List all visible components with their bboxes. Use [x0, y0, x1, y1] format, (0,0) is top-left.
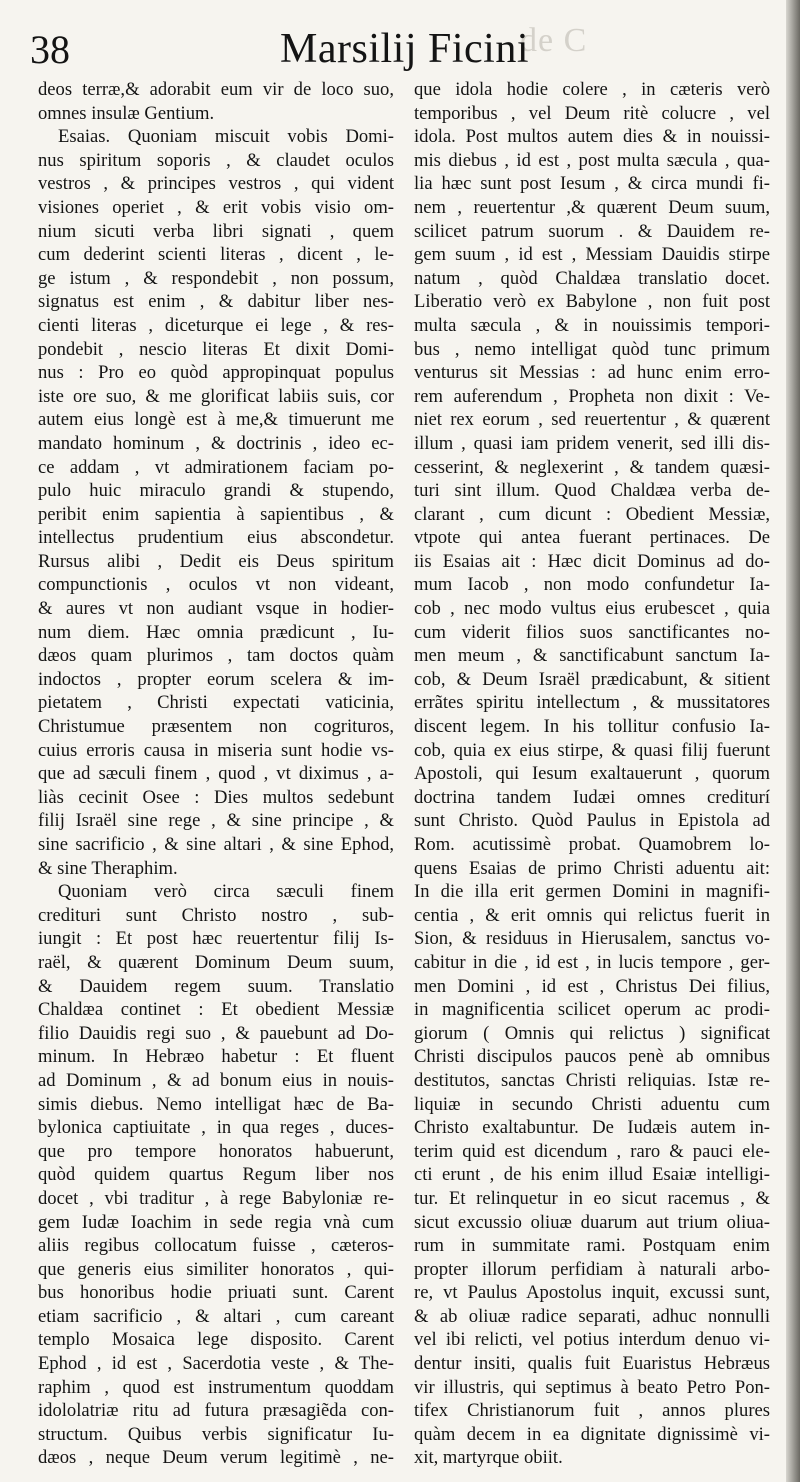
text-line: men meum , & sanctificabunt sanctum Ia- — [414, 645, 770, 667]
text-line: templo Mosaica lege disposito. Carent — [38, 1329, 394, 1351]
text-line: errãtes spiritu intellectum , & mussitatores — [414, 692, 770, 714]
text-line: dæos , neque Deum verum legitimè , ne- — [38, 1447, 394, 1469]
text-line: venturus sit Messias : ad hunc enim erro- — [414, 362, 770, 384]
text-line: sicut excussio oliuæ duarum aut trium oliua- — [414, 1211, 770, 1233]
text-line: rem auferendum , Propheta non dixit : Ve- — [414, 385, 770, 407]
text-line: gem suum , id est , Messiam Dauidis stirpe — [414, 244, 770, 266]
text-line: Esaias. Quoniam miscuit vobis Domi- — [58, 126, 394, 148]
text-line: tur. Et relinquetur in eo sicut racemus , & — [414, 1187, 770, 1209]
text-line: iungit : Et post hæc reuertentur filij Is- — [38, 928, 394, 950]
text-line: Christumue præsentem non cogrituros, — [38, 716, 394, 738]
text-line: iis Esaias ait : Hæc dicit Dominus ad do- — [414, 550, 770, 572]
text-line: Christi discipulos paucos penè ab omnibus — [414, 1046, 770, 1068]
text-line: vel ibi relicti, vel potius interdum denuo vi- — [414, 1329, 770, 1351]
text-line: intellectus prudentium eius abscondetur. — [38, 527, 394, 549]
text-line: liquiæ in secundo Christi aduentu cum — [414, 1093, 770, 1115]
text-line: cti erunt , de his enim illud Esaiæ intelligi- — [414, 1164, 770, 1186]
page-header — [30, 24, 780, 76]
text-line: simis diebus. Nemo intelligat hæc de Ba- — [38, 1093, 394, 1115]
right-column — [414, 78, 770, 1470]
text-line: mandato hominum , & doctrinis , ideo ec- — [38, 432, 394, 454]
left-column — [38, 78, 394, 1470]
text-line: multa sæcula , & in nouissimis tempori- — [414, 314, 770, 336]
bleed-through-text: de C — [520, 22, 588, 59]
text-line: signatus est enim , & dabitur liber nes- — [38, 291, 394, 313]
text-line: mis diebus , id est , post multa sæcula , qua- — [414, 149, 770, 171]
text-line: quens Esaias de primo Christi aduentu ait: — [414, 857, 770, 879]
text-line: cob, quia ex eius stirpe, & quasi filij fuerunt — [414, 739, 770, 761]
text-line: & aures vt non audiant vsque in hodier- — [38, 598, 394, 620]
text-line: bylonica captiuitate , in qua reges , duces- — [38, 1117, 394, 1139]
text-line: gem Iudæ Ioachim in sede regia vnà cum — [38, 1211, 394, 1233]
text-line: pondebit , nescio literas Et dixit Domi- — [38, 338, 394, 360]
text-line: Sion, & residuus in Hierusalem, sanctus vo- — [414, 928, 770, 950]
text-line: centia , & erit omnis qui relictus fuerit in — [414, 904, 770, 926]
text-line: autem eius longè est à me,& timuerunt me — [38, 409, 394, 431]
page-edge-shadow — [786, 0, 800, 1482]
text-line: xit, martyrque obiit. — [414, 1447, 563, 1469]
text-line: compunctionis , oculos vt non videant, — [38, 574, 394, 596]
text-line: omnes insulæ Gentium. — [38, 102, 215, 124]
text-line: que ad sæculi finem , quod , vt diximus , a- — [38, 763, 394, 785]
running-title: Marsilij Ficini — [280, 26, 529, 72]
text-line: filij Israël sine rege , & sine principe , & — [38, 810, 394, 832]
text-line: cienti literas , diceturque ei lege , & res- — [38, 314, 394, 336]
text-line: credituri sunt Christo nostro , sub- — [38, 904, 394, 926]
text-line: nium sicuti verba libri signati , quem — [38, 220, 394, 242]
text-line: ge istum , & respondebit , non possum, — [38, 267, 394, 289]
text-line: bus honoribus hodie priuati sunt. Carent — [38, 1282, 394, 1304]
text-line: dæos quam plurimos , tam doctos quàm — [38, 645, 394, 667]
text-line: propter illorum perfidiam à naturali arbo- — [414, 1258, 770, 1280]
text-line: Quoniam verò circa sæculi finem — [58, 881, 394, 903]
text-line: turi sint illum. Quod Chaldæa verba de- — [414, 480, 770, 502]
text-line: idololatriæ ritu ad futura præsagiẽda con- — [38, 1400, 394, 1422]
text-line: liàs cecinit Osee : Dies multos sedebunt — [38, 786, 394, 808]
text-line: sine sacrificio , & sine altari , & sine Ephod, — [38, 834, 394, 855]
text-line: peribit enim sapientia à sapientibus , & — [38, 503, 394, 525]
text-line: sunt Christo. Quòd Paulus in Epistola ad — [414, 810, 770, 832]
text-line: mum Iacob , non modo confundetur Ia- — [414, 574, 770, 596]
text-line: indoctos , propter eorum scelera & im- — [38, 668, 394, 690]
text-line: men Domini , id est , Christus Dei filius, — [414, 975, 770, 997]
text-line: destitutos, sanctas Christi reliquias. Istæ re- — [414, 1069, 770, 1091]
text-line: discent legem. In his tollitur confusio Ia- — [414, 716, 770, 738]
text-line: Rursus alibi , Dedit eis Deus spiritum — [38, 550, 394, 572]
text-line: dentur insiti, qualis fuit Euaristus Hebræus — [414, 1353, 770, 1375]
text-line: vir illustris, qui septimus à beato Petro Pon- — [414, 1376, 770, 1398]
text-line: cob, & Deum Israël prædicabunt, & sitient — [414, 668, 770, 690]
text-line: que idola hodie colere , in cæteris verò — [414, 79, 770, 100]
page-number: 38 — [30, 27, 70, 72]
text-line: que pro tempore honoratos habuerunt, — [38, 1140, 394, 1162]
text-line: temporibus , vel Deum ritè colucre , vel — [414, 102, 770, 124]
text-line: tifex Christianorum fuit , annos plures — [414, 1400, 770, 1422]
text-line: cuius erroris causa in miseria sunt hodie vs- — [38, 739, 394, 761]
text-line: Christo exaltabuntur. De Iudæis autem in- — [414, 1117, 770, 1139]
text-line: doctrina tandem Iudæi omnes crediturí — [414, 786, 770, 808]
text-line: rum in summitate rami. Postquam enim — [414, 1235, 770, 1257]
text-line: raël, & quærent Dominum Deum suum, — [38, 951, 394, 973]
text-line: & Dauidem regem suum. Translatio — [38, 975, 394, 997]
text-line: In die illa erit germen Domini in magnifi- — [414, 881, 770, 903]
text-line: vestros , & principes vestros , qui vident — [38, 173, 394, 195]
text-line: iste ore suo, & me glorificat labiis suis, cor — [38, 385, 394, 407]
text-line: pietatem , Christi expectati vaticinia, — [38, 692, 394, 714]
text-line: clarant , cum dicunt : Obedient Messiæ, — [414, 503, 770, 525]
text-line: pulo huic miraculo grandi & stupendo, — [38, 480, 394, 502]
text-line: aliis regibus collocatum fuisse , cæteros- — [38, 1235, 394, 1257]
text-line: deos terræ,& adorabit eum vir de loco suo, — [38, 79, 394, 100]
text-line: Apostoli, qui Iesum exaltauerunt , quorum — [414, 763, 770, 785]
text-line: Chaldæa continet : Et obedient Messiæ — [38, 999, 394, 1021]
text-line: docet , vbi traditur , à rege Babyloniæ re- — [38, 1187, 394, 1209]
text-line: illum , quasi iam pridem venerit, sed illi dis- — [414, 432, 770, 454]
text-line: structum. Quibus verbis significatur Iu- — [38, 1423, 394, 1445]
text-line: minum. In Hebræo habetur : Et fluent — [38, 1046, 394, 1068]
text-line: & ab oliuæ radice separati, adhuc nonnulli — [414, 1305, 770, 1327]
text-line: visiones operiet , & erit vobis visio om- — [38, 196, 394, 218]
text-line: Rom. acutissimè probat. Quamobrem lo- — [414, 834, 770, 855]
text-line: cob , nec modo vultus eius erubescet , quia — [414, 598, 770, 620]
text-line: etiam sacrificio , & altari , cum careant — [38, 1305, 394, 1327]
text-line: quòd quidem quartus Regum liber nos — [38, 1164, 394, 1186]
text-line: in magnificentia scilicet operum ac prodi- — [414, 999, 770, 1021]
text-line: scilicet patrum suorum . & Dauidem re- — [414, 220, 770, 242]
text-line: cum viderit filios suos sanctificantes no- — [414, 621, 770, 643]
text-line: natum , quòd Chaldæa translatio docet. — [414, 267, 770, 289]
text-line: vtpote qui antea fuerant pertinaces. De — [414, 527, 770, 549]
text-line: re, vt Paulus Apostolus inquit, excussi sunt, — [414, 1282, 770, 1304]
text-line: terim quid est dicendum , raro & pauci ele- — [414, 1140, 770, 1162]
text-line: Liberatio verò ex Babylone , non fuit post — [414, 291, 770, 313]
text-line: quàm decem in ea dignitate dignissimè vi- — [414, 1423, 770, 1445]
text-line: raphim , quod est instrumentum quoddam — [38, 1376, 394, 1398]
text-line: nus spiritum soporis , & claudet oculos — [38, 149, 394, 171]
text-line: cesserint, & neglexerint , & tandem quæsi- — [414, 456, 770, 478]
text-line: filio Dauidis regi suo , & pauebunt ad Do- — [38, 1022, 394, 1044]
text-line: ce addam , vt admirationem faciam po- — [38, 456, 394, 478]
text-line: bus , nemo intelligat quòd tunc primum — [414, 338, 770, 360]
text-line: cabitur in die , id est , in lucis tempore , ger- — [414, 951, 770, 973]
text-line: niet rex eorum , sed reuertentur , & quærent — [414, 409, 770, 431]
text-line: cum dederint scienti literas , dicent , le- — [38, 244, 394, 266]
text-line: num diem. Hæc omnia prædicunt , Iu- — [38, 621, 394, 643]
text-line: Ephod , id est , Sacerdotia veste , & The- — [38, 1353, 394, 1375]
text-line: idola. Post multos autem dies & in nouissi- — [414, 126, 770, 148]
text-line: & sine Theraphim. — [38, 857, 178, 879]
text-line: que generis eius similiter honoratos , qui- — [38, 1258, 394, 1280]
text-line: giorum ( Omnis qui relictus ) significat — [414, 1022, 770, 1044]
text-line: nus : Pro eo quòd appropinquat populus — [38, 362, 394, 384]
text-line: lia hæc sunt post Iesum , & circa mundi fi- — [414, 173, 770, 195]
text-line: ad Dominum , & ad bonum eius in nouis- — [38, 1069, 394, 1091]
text-line: nem , reuertentur ,& quærent Deum suum, — [414, 196, 770, 218]
